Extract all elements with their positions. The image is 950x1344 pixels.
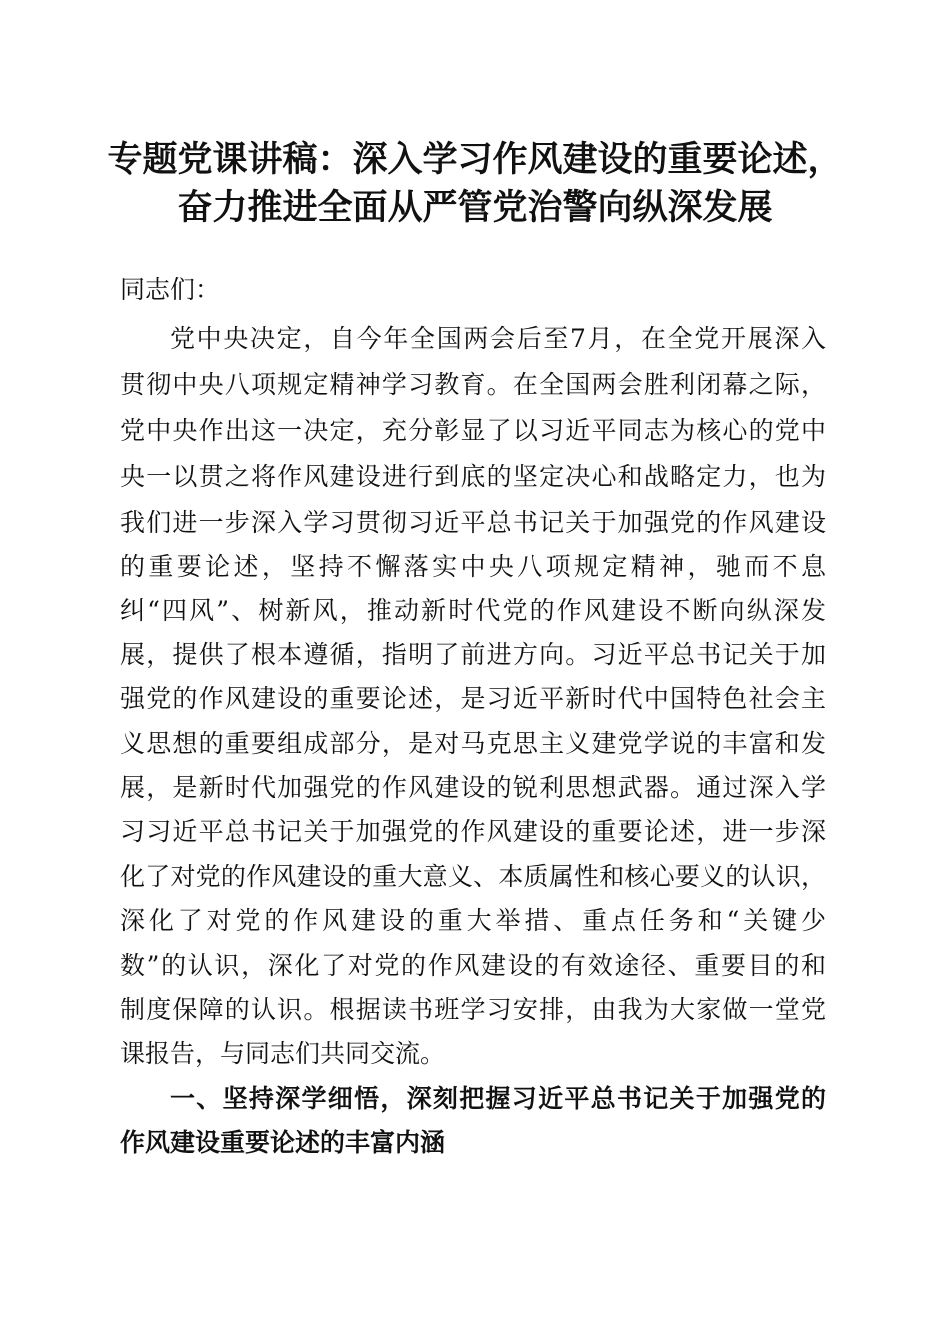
paragraph-line: 的重要论述，坚持不懈落实中央八项规定精神，驰而不息 (120, 552, 826, 581)
paragraph-line: 课报告，与同志们共同交流。 (120, 1039, 446, 1068)
paragraph-line: 贯彻中央八项规定精神学习教育。在全国两会胜利闭幕之际， (120, 370, 826, 399)
document-title-line-1: 专题党课讲稿：深入学习作风建设的重要论述， (107, 139, 843, 180)
paragraph-line: 党中央决定，自今年全国两会后至7月，在全党开展深入 (170, 324, 826, 353)
paragraph-line: 数”的认识，深化了对党的作风建设的有效途径、重要目的和 (120, 951, 826, 980)
paragraph-line: 强党的作风建设的重要论述，是习近平新时代中国特色社会主 (120, 684, 826, 713)
paragraph-line: 义思想的重要组成部分，是对马克思主义建党学说的丰富和发 (120, 729, 826, 758)
paragraph-line: 纠“四风”、树新风，推动新时代党的作风建设不断向纵深发 (120, 596, 826, 625)
paragraph-line: 习习近平总书记关于加强党的作风建设的重要论述，进一步深 (120, 817, 826, 846)
document-title-line-2: 奋力推进全面从严管党治警向纵深发展 (177, 187, 773, 228)
paragraph-line: 化了对党的作风建设的重大意义、本质属性和核心要义的认识， (120, 862, 826, 891)
paragraph-line: 我们进一步深入学习贯彻习近平总书记关于加强党的作风建设 (120, 508, 826, 537)
paragraph-line: 深化了对党的作风建设的重大举措、重点任务和“关键少 (120, 906, 826, 935)
paragraph-line: 展，是新时代加强党的作风建设的锐利思想武器。通过深入学 (120, 773, 826, 802)
paragraph-line: 展，提供了根本遵循，指明了前进方向。习近平总书记关于加 (120, 640, 826, 669)
section-heading-line-1: 一、坚持深学细悟，深刻把握习近平总书记关于加强党的 (170, 1084, 826, 1113)
paragraph-line: 党中央作出这一决定，充分彰显了以习近平同志为核心的党中 (120, 416, 826, 445)
paragraph-line: 央一以贯之将作风建设进行到底的坚定决心和战略定力，也为 (120, 462, 826, 491)
section-heading-line-2: 作风建设重要论述的丰富内涵 (120, 1128, 446, 1157)
paragraph-line: 制度保障的认识。根据读书班学习安排，由我为大家做一堂党 (120, 995, 826, 1024)
salutation: 同志们： (120, 275, 221, 304)
